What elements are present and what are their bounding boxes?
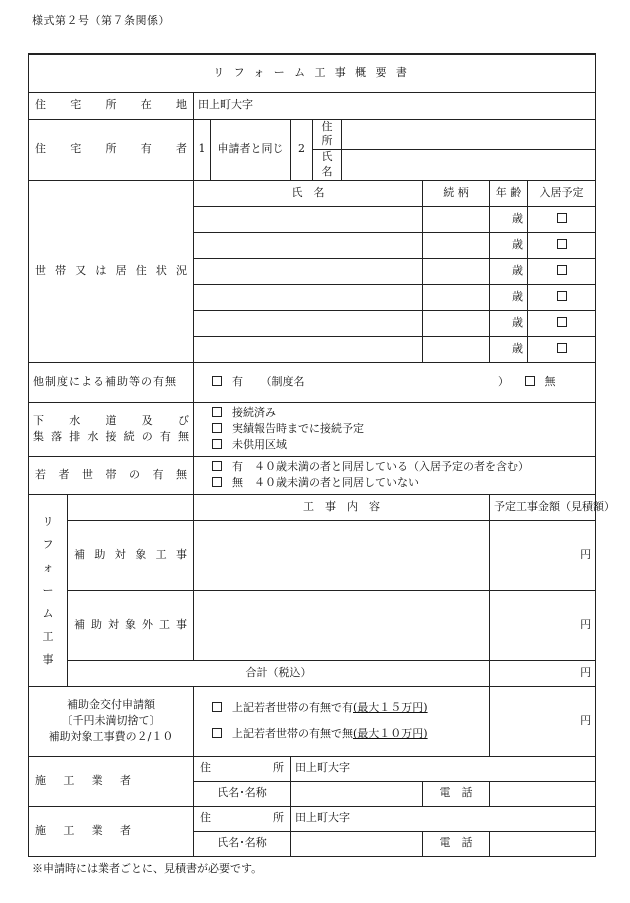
location-label: 住宅所在地	[29, 92, 194, 119]
household-age-field[interactable]	[490, 310, 528, 336]
location-value[interactable]: 田上町大字	[194, 92, 596, 119]
household-moving-in-checkbox[interactable]	[528, 336, 596, 362]
sewer-option[interactable]: 実績報告時までに接続予定	[212, 421, 591, 437]
contractor-2-name-label: 氏名･名称	[194, 831, 291, 856]
household-moving-in-checkbox[interactable]	[528, 310, 596, 336]
contractor-1-phone-field[interactable]	[490, 781, 596, 806]
subsidized-work-amount[interactable]: 円	[490, 520, 596, 590]
form-title: リフォーム工事概要書	[29, 54, 596, 92]
owner-name-field[interactable]	[342, 150, 596, 181]
checkbox-icon[interactable]	[212, 461, 222, 471]
reform-vertical-label: リ フ ォ ー ム 工 事	[29, 494, 68, 686]
owner-address-field[interactable]	[342, 119, 596, 150]
sewer-options	[194, 402, 596, 456]
young-household-options	[194, 456, 596, 494]
checkbox-icon[interactable]	[212, 423, 222, 433]
household-moving-in-checkbox[interactable]	[528, 258, 596, 284]
owner-option-1-text[interactable]: 申請者と同じ	[211, 119, 291, 180]
checkbox-icon[interactable]	[212, 728, 222, 738]
household-name-field[interactable]	[194, 206, 423, 232]
household-relation-field[interactable]	[423, 258, 490, 284]
contractor-2-address-label: 住 所	[194, 806, 291, 831]
footnote: ※申請時には業者ごとに、見積書が必要です。	[32, 862, 263, 875]
household-age-field[interactable]	[490, 258, 528, 284]
total-amount[interactable]: 円	[490, 660, 596, 686]
owner-address-label: 住所	[313, 119, 342, 150]
household-age-field[interactable]	[490, 284, 528, 310]
contractor-1-name-field[interactable]	[291, 781, 423, 806]
checkbox-icon[interactable]	[557, 343, 567, 353]
sewer-label: 下水道及び 集落排水接続の有無	[29, 402, 194, 456]
grant-option-1[interactable]: 上記若者世帯の有無で有(最大１５万円)	[212, 695, 485, 721]
household-age-field[interactable]	[490, 232, 528, 258]
reform-summary-form	[28, 53, 615, 857]
checkbox-icon[interactable]	[557, 265, 567, 275]
grant-option-2[interactable]: 上記若者世帯の有無で無(最大１０万円)	[212, 721, 485, 747]
checkbox-icon[interactable]	[557, 317, 567, 327]
form-number: 様式第２号（第７条関係）	[32, 14, 170, 27]
age-unit: 歳	[512, 211, 523, 225]
grant-label: 補助金交付申請額 〔千円未満切捨て〕 補助対象工事費の２/１０	[29, 686, 194, 756]
age-unit: 歳	[512, 237, 523, 251]
subsidized-work-content[interactable]	[194, 520, 490, 590]
other-subsidy-no: 無	[544, 374, 556, 388]
household-moving-in-checkbox[interactable]	[528, 284, 596, 310]
age-unit: 歳	[512, 341, 523, 355]
other-subsidy-yes: 有	[232, 374, 243, 388]
young-household-option[interactable]: 有 ４０歳未満の者と同居している（入居予定の者を含む）	[212, 459, 591, 475]
contractor-1-label: 施工業者	[29, 756, 194, 806]
sewer-option[interactable]: 未供用区域	[212, 437, 591, 453]
subsidized-work-label: 補助対象工事	[68, 520, 194, 590]
household-label: 世帯又は居住状況	[29, 180, 194, 362]
contractor-1-address-label: 住 所	[194, 756, 291, 781]
household-moving-in-checkbox[interactable]	[528, 232, 596, 258]
household-header-age: 年 齢	[490, 180, 528, 206]
other-subsidy-row	[194, 362, 596, 402]
household-relation-field[interactable]	[423, 336, 490, 362]
checkbox-icon[interactable]	[212, 477, 222, 487]
household-name-field[interactable]	[194, 284, 423, 310]
owner-label: 住宅所有者	[29, 119, 194, 180]
household-relation-field[interactable]	[423, 206, 490, 232]
contractor-2-phone-field[interactable]	[490, 831, 596, 856]
other-subsidy-label: 他制度による補助等の有無	[29, 362, 194, 402]
household-age-field[interactable]	[490, 336, 528, 362]
non-subsidized-work-amount[interactable]: 円	[490, 590, 596, 660]
checkbox-icon[interactable]	[557, 239, 567, 249]
household-name-field[interactable]	[194, 258, 423, 284]
sewer-option[interactable]: 接続済み	[212, 405, 591, 421]
reform-amount-header: 予定工事金額（見積額）	[490, 494, 596, 520]
age-unit: 歳	[512, 289, 523, 303]
reform-header-blank	[68, 494, 194, 520]
household-name-field[interactable]	[194, 336, 423, 362]
owner-name-label: 氏名	[313, 150, 342, 181]
age-unit: 歳	[512, 263, 523, 277]
contractor-2-phone-label: 電 話	[423, 831, 490, 856]
contractor-2-name-field[interactable]	[291, 831, 423, 856]
owner-option-2-number[interactable]: 2	[291, 119, 313, 180]
checkbox-icon[interactable]	[212, 407, 222, 417]
contractor-1-name-label: 氏名･名称	[194, 781, 291, 806]
non-subsidized-work-label: 補助対象外工事	[68, 590, 194, 660]
grant-amount[interactable]: 円	[490, 686, 596, 756]
contractor-2-label: 施工業者	[29, 806, 194, 856]
age-unit: 歳	[512, 315, 523, 329]
checkbox-icon[interactable]	[557, 291, 567, 301]
checkbox-icon[interactable]	[525, 376, 535, 386]
household-moving-in-checkbox[interactable]	[528, 206, 596, 232]
household-relation-field[interactable]	[423, 232, 490, 258]
young-household-label: 若者世帯の有無	[29, 456, 194, 494]
household-relation-field[interactable]	[423, 284, 490, 310]
household-header-relation: 続 柄	[423, 180, 490, 206]
young-household-option[interactable]: 無 ４０歳未満の者と同居していない	[212, 475, 591, 491]
contractor-2-address-value[interactable]: 田上町大字	[291, 806, 596, 831]
total-label: 合計（税込）	[68, 660, 490, 686]
checkbox-icon[interactable]	[212, 439, 222, 449]
non-subsidized-work-content[interactable]	[194, 590, 490, 660]
household-header-name: 氏 名	[194, 180, 423, 206]
household-name-field[interactable]	[194, 232, 423, 258]
checkbox-icon[interactable]	[212, 376, 222, 386]
other-subsidy-close-paren: ）	[498, 374, 509, 388]
contractor-1-phone-label: 電 話	[423, 781, 490, 806]
owner-option-1-number[interactable]: 1	[194, 119, 211, 180]
household-header-moving-in: 入居予定	[528, 180, 596, 206]
reform-content-header: 工 事 内 容	[194, 494, 490, 520]
checkbox-icon[interactable]	[212, 702, 222, 712]
other-subsidy-system-name: （制度名	[260, 374, 305, 388]
household-age-field[interactable]	[490, 206, 528, 232]
household-name-field[interactable]	[194, 310, 423, 336]
grant-options	[194, 686, 490, 756]
contractor-1-address-value[interactable]: 田上町大字	[291, 756, 596, 781]
checkbox-icon[interactable]	[557, 213, 567, 223]
household-relation-field[interactable]	[423, 310, 490, 336]
